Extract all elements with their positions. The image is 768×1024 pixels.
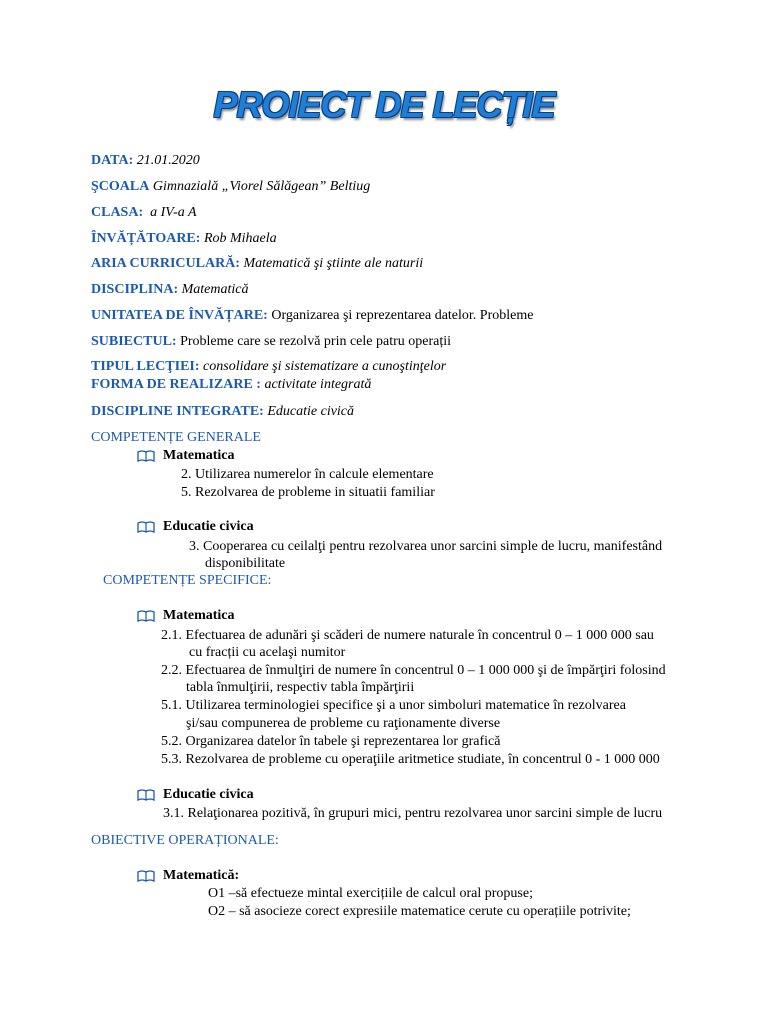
- subsection-matematica-obiective: Matematică:: [137, 868, 239, 884]
- list-item: 2.2. Efectuarea de înmulţiri de numere în concentrul 0 – 1 000 000 şi de împărţiri folosind: [161, 663, 666, 678]
- open-book-icon: [137, 789, 155, 801]
- subsection-educatie-specifice: Educatie civica: [137, 787, 254, 803]
- field-subiectul: SUBIECTUL: Probleme care se rezolvă prin cele patru operații: [91, 334, 452, 349]
- field-unitatea: UNITATEA DE ÎNVĂȚARE: Organizarea şi reprezentarea datelor. Probleme: [91, 308, 534, 323]
- open-book-icon: [137, 450, 155, 462]
- list-item-continuation: disponibilitate: [205, 556, 286, 571]
- list-item: 5.2. Organizarea datelor în tabele şi reprezentarea lor grafică: [161, 734, 501, 749]
- section-heading-obiective: OBIECTIVE OPERAȚIONALE:: [91, 833, 279, 848]
- field-forma: FORMA DE REALIZARE : activitate integrată: [91, 377, 372, 392]
- list-item: 5. Rezolvarea de probleme in situatii familiar: [181, 485, 435, 500]
- list-item-continuation: tabla înmulţirii, respectiv tabla împărţirii: [186, 680, 415, 695]
- open-book-icon: [137, 521, 155, 533]
- list-item: O2 – să asocieze corect expresiile matematice cerute cu operațiile potrivite;: [208, 904, 631, 919]
- field-discipline-integrate: DISCIPLINE INTEGRATE: Educatie civică: [91, 404, 355, 419]
- subsection-educatie-generale: Educatie civica: [137, 519, 254, 535]
- field-tipul: TIPUL LECŢIEI: consolidare şi sistematizare a cunoştinţelor: [91, 359, 447, 374]
- field-disciplina: DISCIPLINA: Matematică: [91, 282, 249, 297]
- subsection-matematica-generale: Matematica: [137, 448, 235, 464]
- list-item: O1 –să efectueze mintal exercițiile de calcul oral propuse;: [208, 886, 533, 901]
- subsection-matematica-specifice: Matematica: [137, 608, 235, 624]
- open-book-icon: [137, 870, 155, 882]
- field-invatatoare: ÎNVĂȚĂTOARE: Rob Mihaela: [91, 231, 277, 246]
- list-item: 2.1. Efectuarea de adunări şi scăderi de numere naturale în concentrul 0 – 1 000 000 sau: [161, 628, 654, 643]
- field-scoala: ŞCOALA Gimnazială „Viorel Sălăgean” Beltiug: [91, 179, 371, 194]
- list-item: 2. Utilizarea numerelor în calcule elementare: [181, 467, 434, 482]
- field-data: DATA: 21.01.2020: [91, 153, 200, 168]
- field-clasa: CLASA: a IV-a A: [91, 205, 197, 220]
- list-item: 5.1. Utilizarea terminologiei specifice şi a unor simboluri matematice în rezolvarea: [161, 698, 626, 713]
- page-title: PROIECT DE LECȚIE: [213, 84, 555, 125]
- list-item-continuation: cu fracții cu acelaşi numitor: [189, 645, 346, 660]
- field-aria: ARIA CURRICULARĂ: Matematică şi ştiinte ale naturii: [91, 256, 424, 271]
- list-item: 3. Cooperarea cu ceilalţi pentru rezolvarea unor sarcini simple de lucru, manifestând: [189, 539, 663, 554]
- open-book-icon: [137, 610, 155, 622]
- list-item: 3.1. Relaţionarea pozitivă, în grupuri mici, pentru rezolvarea unor sarcini simple de lucru: [163, 806, 663, 821]
- list-item: 5.3. Rezolvarea de probleme cu operaţiile aritmetice studiate, în concentrul 0 - 1 000 000: [161, 752, 660, 767]
- section-heading-competente-specifice: COMPETENȚE SPECIFICE:: [103, 573, 272, 588]
- list-item-continuation: şi/sau compunerea de probleme cu raţionamente diverse: [186, 716, 501, 731]
- section-heading-competente-generale: COMPETENȚE GENERALE: [91, 430, 261, 445]
